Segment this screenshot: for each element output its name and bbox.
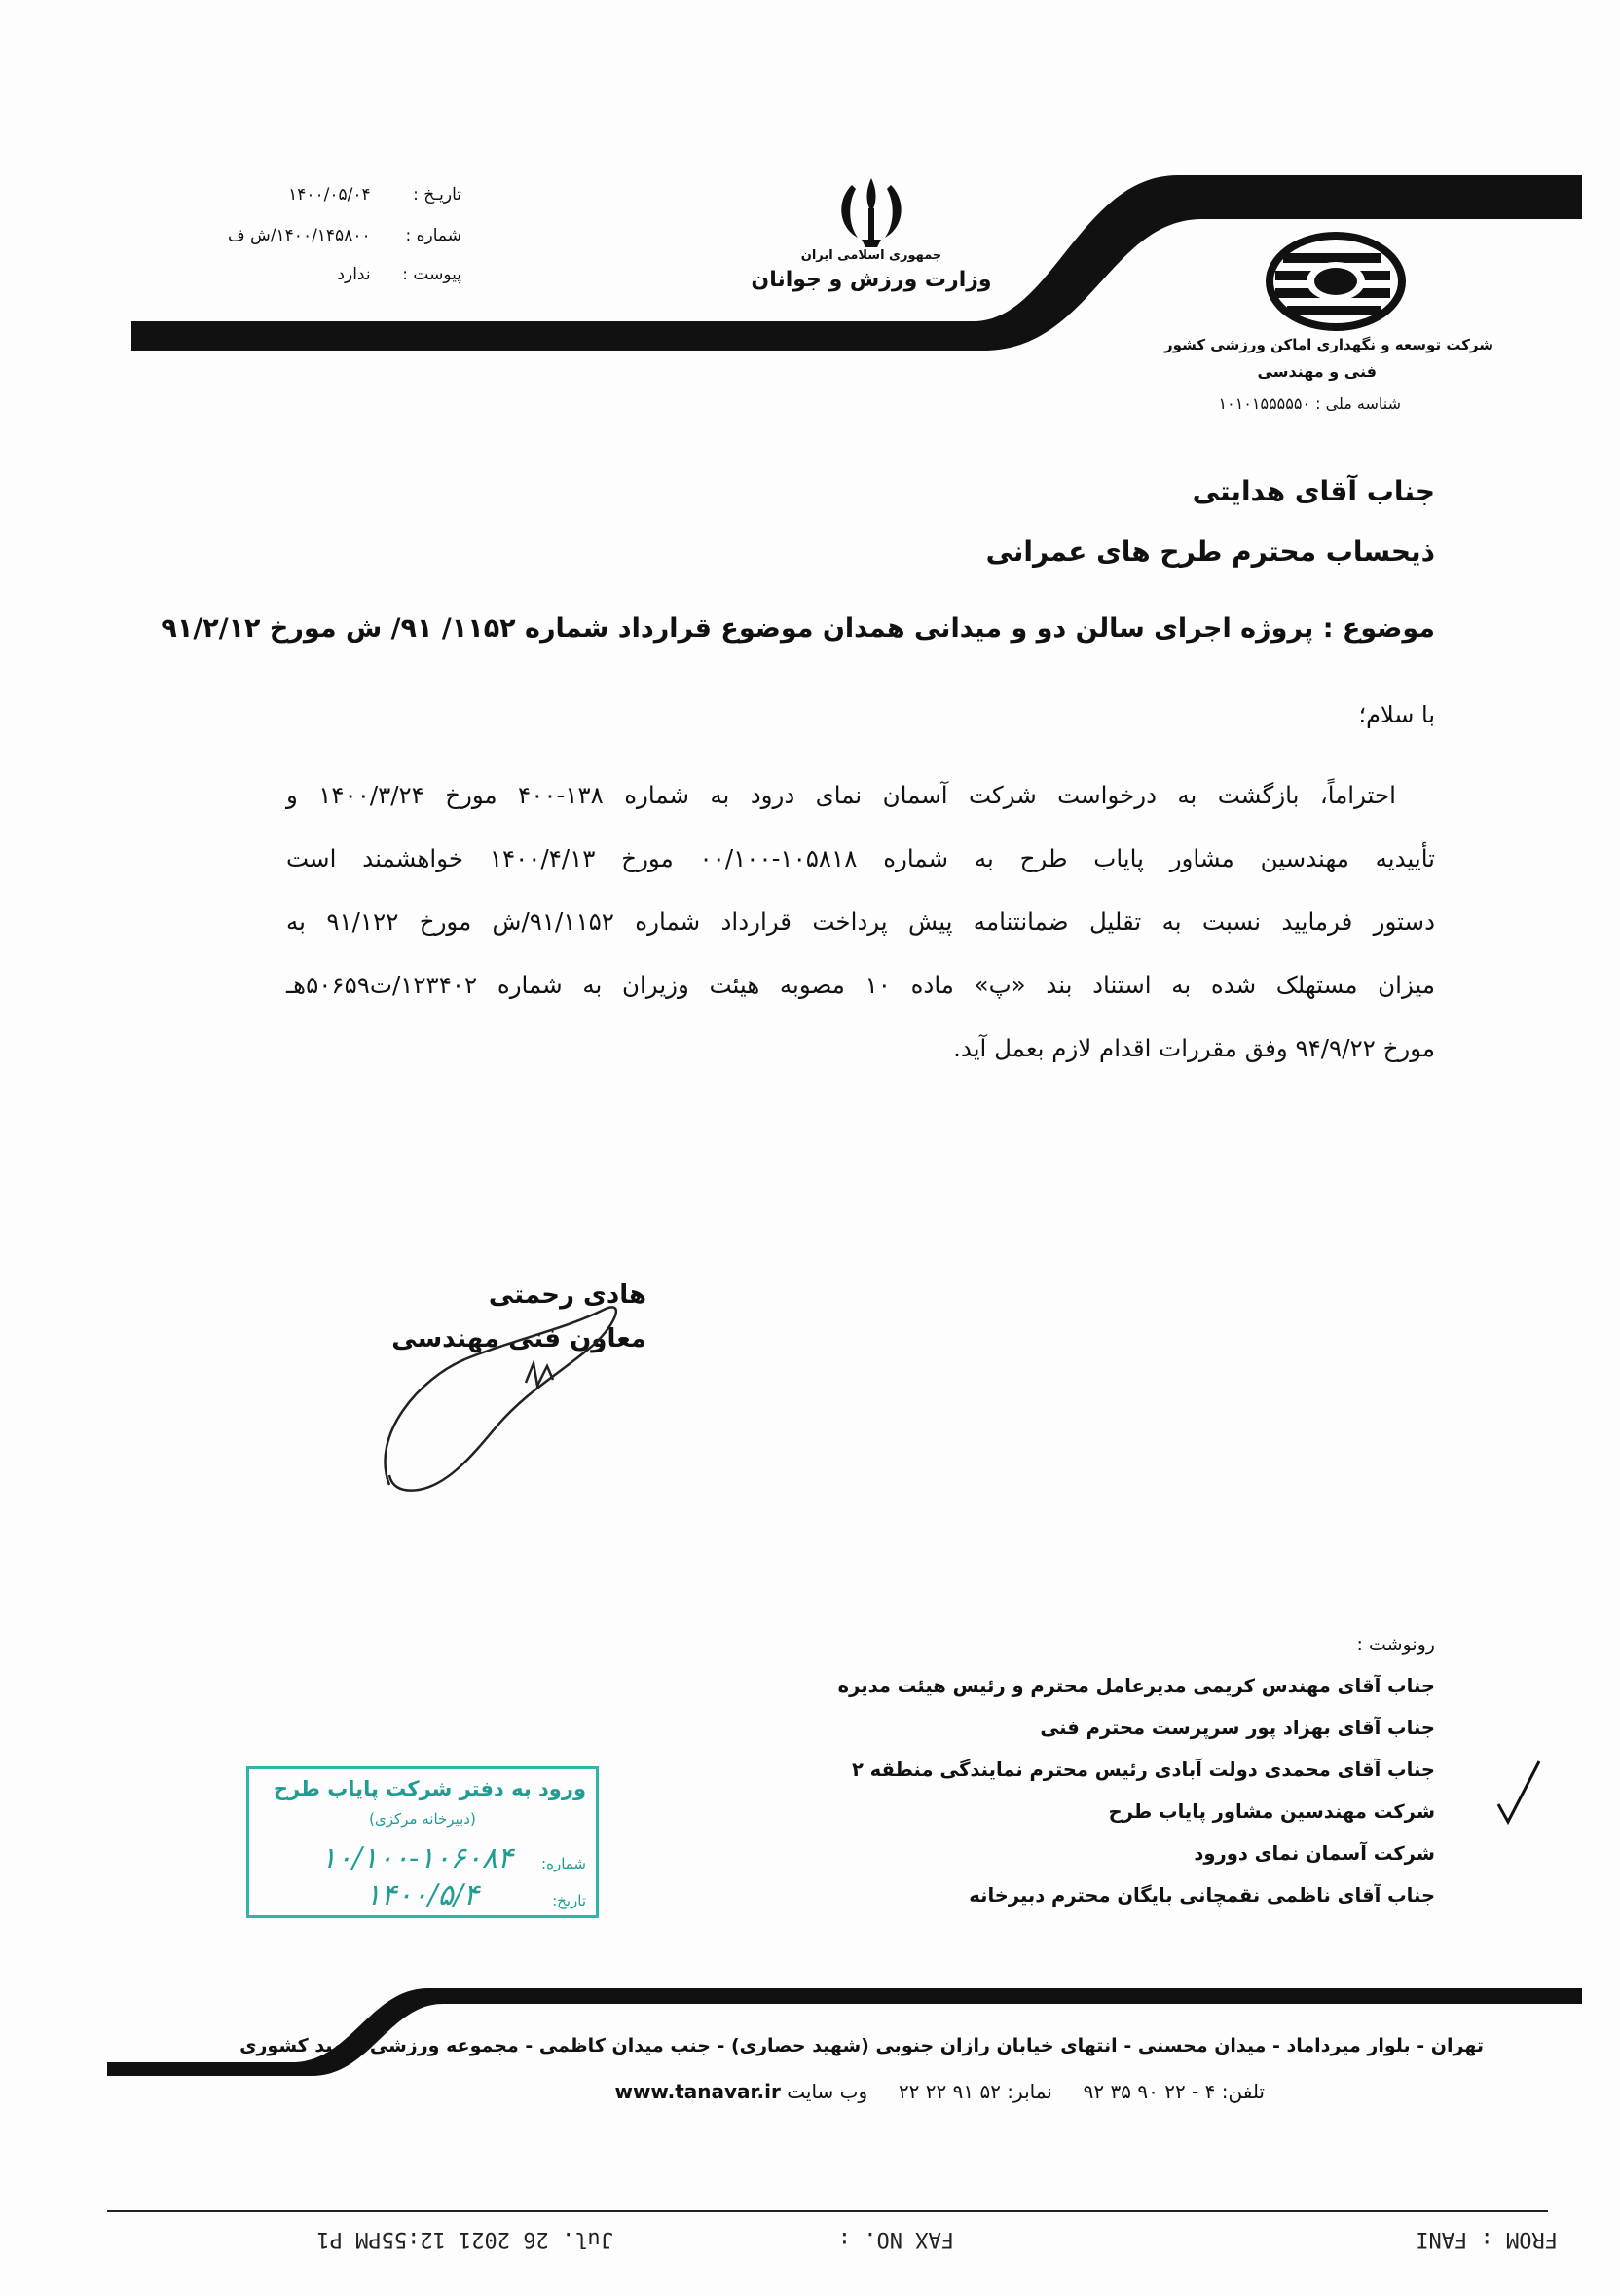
- letter-body: [286, 763, 1435, 1080]
- recipient-department: ذیحساب محترم طرح های عمرانی: [985, 536, 1435, 568]
- footer-fax: نمابر: ۵۲ ۹۱ ۲۲ ۲۲: [898, 2080, 1052, 2103]
- fax-divider-line: [107, 2210, 1548, 2212]
- organization-department: فنی و مهندسی: [1257, 362, 1377, 381]
- checkmark-icon: [1494, 1758, 1543, 1826]
- letter-body-line: احتراماً، بازگشت به درخواست شرکت آسمان نمای درود به شماره ۱۳۸-۴۰۰ مورخ ۱۴۰۰/۳/۲۴ و: [286, 781, 1396, 809]
- footer-band-graphic: [0, 1967, 1620, 2093]
- stamp-title: ورود به دفتر شرکت پایاب طرح: [273, 1777, 586, 1800]
- fax-number-label: FAX NO. :: [837, 2227, 954, 2251]
- footer-phone: تلفن: ۴ - ۲۲ ۹۰ ۳۵ ۹۲: [1083, 2080, 1265, 2103]
- letter-attachment-row: [337, 265, 461, 284]
- letter-date-value: ۱۴۰۰/۰۵/۰۴: [288, 185, 371, 204]
- letter-date-row: [288, 185, 461, 204]
- signer-name: هادی رحمتی: [488, 1280, 646, 1310]
- cc-list-item: شرکت آسمان نمای دورود: [1194, 1842, 1435, 1865]
- footer-website-link[interactable]: www.tanavar.ir: [614, 2080, 781, 2103]
- fax-transmission-header: [224, 2222, 1558, 2251]
- iran-emblem-icon: [823, 173, 920, 251]
- footer-contact: [614, 2080, 1265, 2103]
- recipient-title: جناب آقای هدایتی: [1192, 475, 1435, 507]
- stamp-date-label: تاریخ:: [552, 1892, 586, 1909]
- letter-number-row: [228, 226, 461, 245]
- organization-name: شرکت توسعه و نگهداری اماکن ورزشی کشور: [1164, 336, 1493, 353]
- organization-logo: [1266, 232, 1407, 331]
- footer-website-label: وب سایت: [787, 2080, 868, 2103]
- letter-number-value: ۱۴۰۰/۱۴۵۸۰۰/ش ف: [228, 226, 371, 245]
- handwritten-signature: [380, 1290, 672, 1504]
- letter-body-line: مورخ ۹۴/۹/۲۲ وفق مقررات اقدام لازم بعمل آید.: [953, 1034, 1435, 1062]
- cc-heading: رونوشت :: [1356, 1634, 1435, 1655]
- letter-subject: موضوع : پروژه اجرای سالن دو و میدانی همدان موضوع قرارداد شماره ۱۱۵۲/ ۹۱/ ش مورخ ۹۱/۲/۱۲: [161, 613, 1435, 644]
- letter-attachment-value: ندارد: [337, 265, 371, 284]
- cc-list-item: شرکت مهندسین مشاور پایاب طرح: [1108, 1800, 1435, 1823]
- letter-greeting: با سلام؛: [1358, 701, 1435, 728]
- ministry-name: وزارت ورزش و جوانان: [751, 268, 992, 292]
- ministry-country-label: جمهوری اسلامی ایران: [800, 248, 942, 263]
- fax-from: FROM : FANI: [1416, 2227, 1558, 2251]
- letter-body-line: میزان مستهلک شده به استناد بند «پ» ماده ۱۰ مصوبه هیئت وزیران به شماره ۱۲۳۴۰۲/ت۵۰۶۵۹هـ: [286, 971, 1435, 999]
- footer-address: تهران - بلوار میرداماد - میدان محسنی - انتهای خیابان رازان جنوبی (شهید حصاری) - جنب میدان کاظمی - مجموعه ورزشی شهید کشوری: [239, 2035, 1484, 2056]
- stamp-date-value: ۱۴۰۰/۵/۴: [365, 1878, 479, 1912]
- letter-body-line: دستور فرمایید نسبت به تقلیل ضمانتنامه پیش پرداخت قرارداد شماره ۹۱/۱۱۵۲/ش مورخ ۹۱/۱۲۲ به: [286, 907, 1435, 936]
- letter-date-label: تاریـخ :: [413, 185, 461, 204]
- letter-body-line: تأییدیه مهندسین مشاور پایاب طرح به شماره ۱۰۵۸۱۸-۰۰/۱۰۰ مورخ ۱۴۰۰/۴/۱۳ خواهشمند است: [286, 844, 1435, 872]
- letter-attachment-label: پیوست :: [402, 265, 461, 284]
- cc-list-item: جناب آقای ناظمی نقمچانی بایگان محترم دبیرخانه: [969, 1884, 1435, 1907]
- stamp-number-value: ۱۰/۱۰۰-۱۰۶۰۸۴: [320, 1841, 513, 1875]
- letter-number-label: شماره :: [405, 226, 461, 245]
- signer-title: معاون فنی مهندسی: [391, 1324, 646, 1353]
- cc-list-item: جناب آقای بهزاد پور سرپرست محترم فنی: [1040, 1717, 1435, 1739]
- stamp-subtitle: (دبیرخانه مرکزی): [369, 1810, 476, 1828]
- cc-list-item: جناب آقای مهندس کریمی مدیرعامل محترم و رئیس هیئت مدیره: [837, 1675, 1435, 1697]
- fax-datetime: Jul. 26 2021 12:55PM P1: [316, 2227, 613, 2251]
- cc-list-item: جناب آقای محمدی دولت آبادی رئیس محترم نمایندگی منطقه ۲: [851, 1759, 1435, 1781]
- organization-national-id: شناسه ملی : ۱۰۱۰۱۵۵۵۵۵۰: [1218, 394, 1401, 413]
- received-stamp: [246, 1766, 599, 1918]
- stamp-number-label: شماره:: [541, 1855, 586, 1872]
